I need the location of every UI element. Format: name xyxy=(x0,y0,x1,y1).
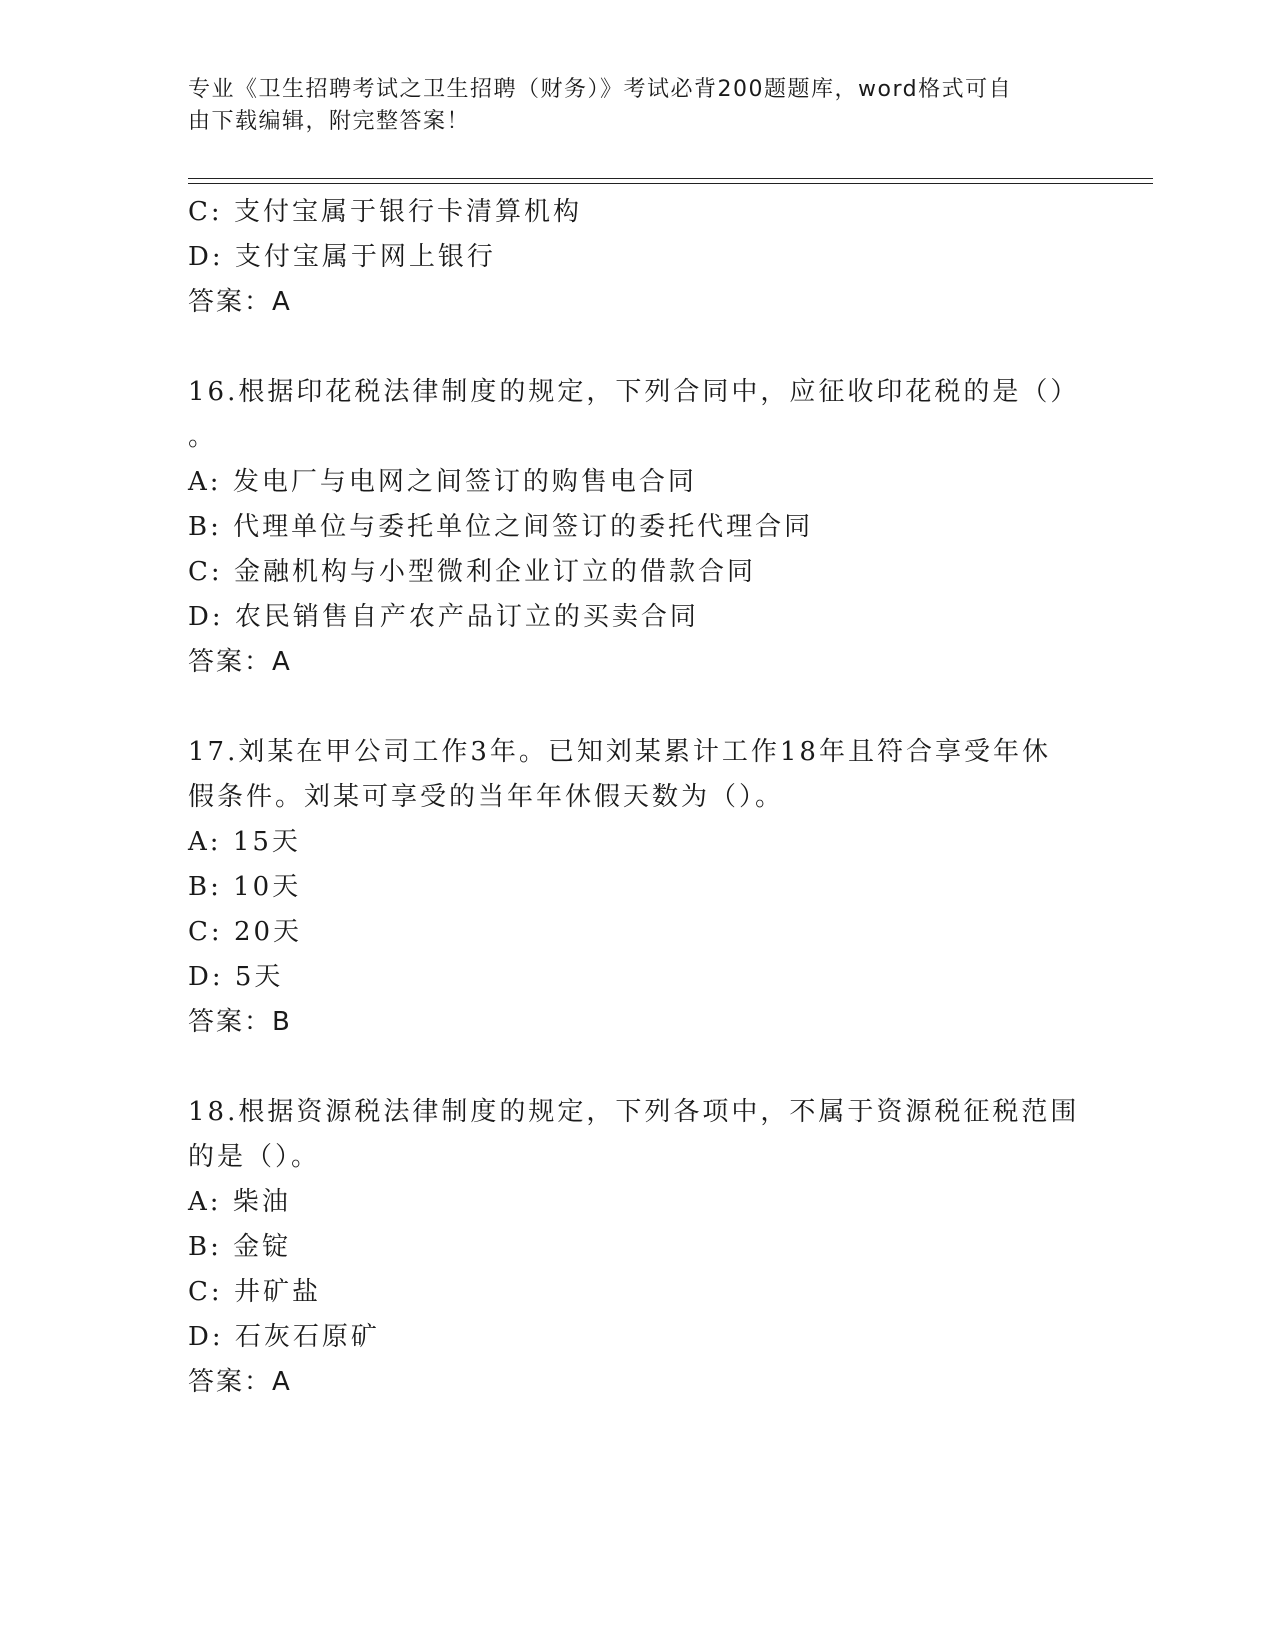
question-stem-line-1: 16.根据印花税法律制度的规定，下列合同中，应征收印花税的是（） xyxy=(188,377,1080,407)
question-stem-line-2: 。 xyxy=(188,422,218,452)
option-text: 5天 xyxy=(234,962,284,992)
answer-line: 答案：A xyxy=(188,287,292,317)
answer-line: 答案：A xyxy=(188,1367,292,1397)
question-stem-line-2: 假条件。刘某可享受的当年年休假天数为（）。 xyxy=(188,782,785,812)
option-c: C: 支付宝属于银行卡清算机构 xyxy=(188,197,582,227)
option-text: 农民销售自产农产品订立的买卖合同 xyxy=(234,602,699,632)
option-label: C xyxy=(188,1277,211,1307)
option-b: B: 代理单位与委托单位之间签订的委托代理合同 xyxy=(188,512,814,542)
header-divider-bottom xyxy=(188,183,1153,184)
option-label: D xyxy=(188,1322,212,1352)
option-d: D: 农民销售自产农产品订立的买卖合同 xyxy=(188,602,699,632)
option-label: D xyxy=(188,242,212,272)
option-text: 支付宝属于网上银行 xyxy=(234,242,496,272)
option-a: A: 发电厂与电网之间签订的购售电合同 xyxy=(188,467,697,497)
option-text: 15天 xyxy=(232,827,301,857)
header-line-1: 专业《卫生招聘考试之卫生招聘（财务）》考试必背200题题库，word格式可自 xyxy=(188,77,1013,102)
option-text: 金锭 xyxy=(233,1232,292,1262)
document-body xyxy=(188,190,1088,1405)
question-17 xyxy=(188,730,1088,1045)
option-a: A: 柴油 xyxy=(188,1187,291,1217)
option-d: D: 支付宝属于网上银行 xyxy=(188,242,496,272)
question-stem-line-2: 的是（）。 xyxy=(188,1142,321,1172)
option-text: 代理单位与委托单位之间签订的委托代理合同 xyxy=(233,512,814,542)
option-text: 柴油 xyxy=(232,1187,291,1217)
option-text: 金融机构与小型微利企业订立的借款合同 xyxy=(233,557,756,587)
option-label: D xyxy=(188,962,212,992)
option-text: 10天 xyxy=(233,872,302,902)
question-15-continued xyxy=(188,190,1088,325)
option-label: A xyxy=(188,1187,210,1217)
option-text: 石灰石原矿 xyxy=(234,1322,380,1352)
document-header xyxy=(188,74,1068,138)
option-c: C: 井矿盐 xyxy=(188,1277,321,1307)
header-divider-top xyxy=(188,178,1153,179)
option-label: C xyxy=(188,557,211,587)
header-line-2: 由下载编辑，附完整答案！ xyxy=(188,109,471,134)
option-text: 20天 xyxy=(233,917,303,947)
option-text: 支付宝属于银行卡清算机构 xyxy=(233,197,582,227)
option-d: D: 石灰石原矿 xyxy=(188,1322,380,1352)
question-stem-line-1: 18.根据资源税法律制度的规定，下列各项中，不属于资源税征税范围 xyxy=(188,1097,1080,1127)
option-label: D xyxy=(188,602,212,632)
answer-line: 答案：A xyxy=(188,647,292,677)
option-label: B xyxy=(188,872,211,902)
option-a: A: 15天 xyxy=(188,827,301,857)
option-label: A xyxy=(188,467,210,497)
option-c: C: 20天 xyxy=(188,917,303,947)
option-label: C xyxy=(188,197,211,227)
option-b: B: 10天 xyxy=(188,872,302,902)
option-label: B xyxy=(188,1232,211,1262)
question-stem-line-1: 17.刘某在甲公司工作3年。已知刘某累计工作18年且符合享受年休 xyxy=(188,737,1051,767)
option-label: C xyxy=(188,917,211,947)
option-text: 发电厂与电网之间签订的购售电合同 xyxy=(232,467,697,497)
option-d: D: 5天 xyxy=(188,962,284,992)
question-18 xyxy=(188,1090,1088,1405)
question-16 xyxy=(188,370,1088,685)
option-c: C: 金融机构与小型微利企业订立的借款合同 xyxy=(188,557,756,587)
option-text: 井矿盐 xyxy=(233,1277,321,1307)
answer-line: 答案：B xyxy=(188,1007,292,1037)
option-label: A xyxy=(188,827,210,857)
option-label: B xyxy=(188,512,211,542)
option-b: B: 金锭 xyxy=(188,1232,292,1262)
